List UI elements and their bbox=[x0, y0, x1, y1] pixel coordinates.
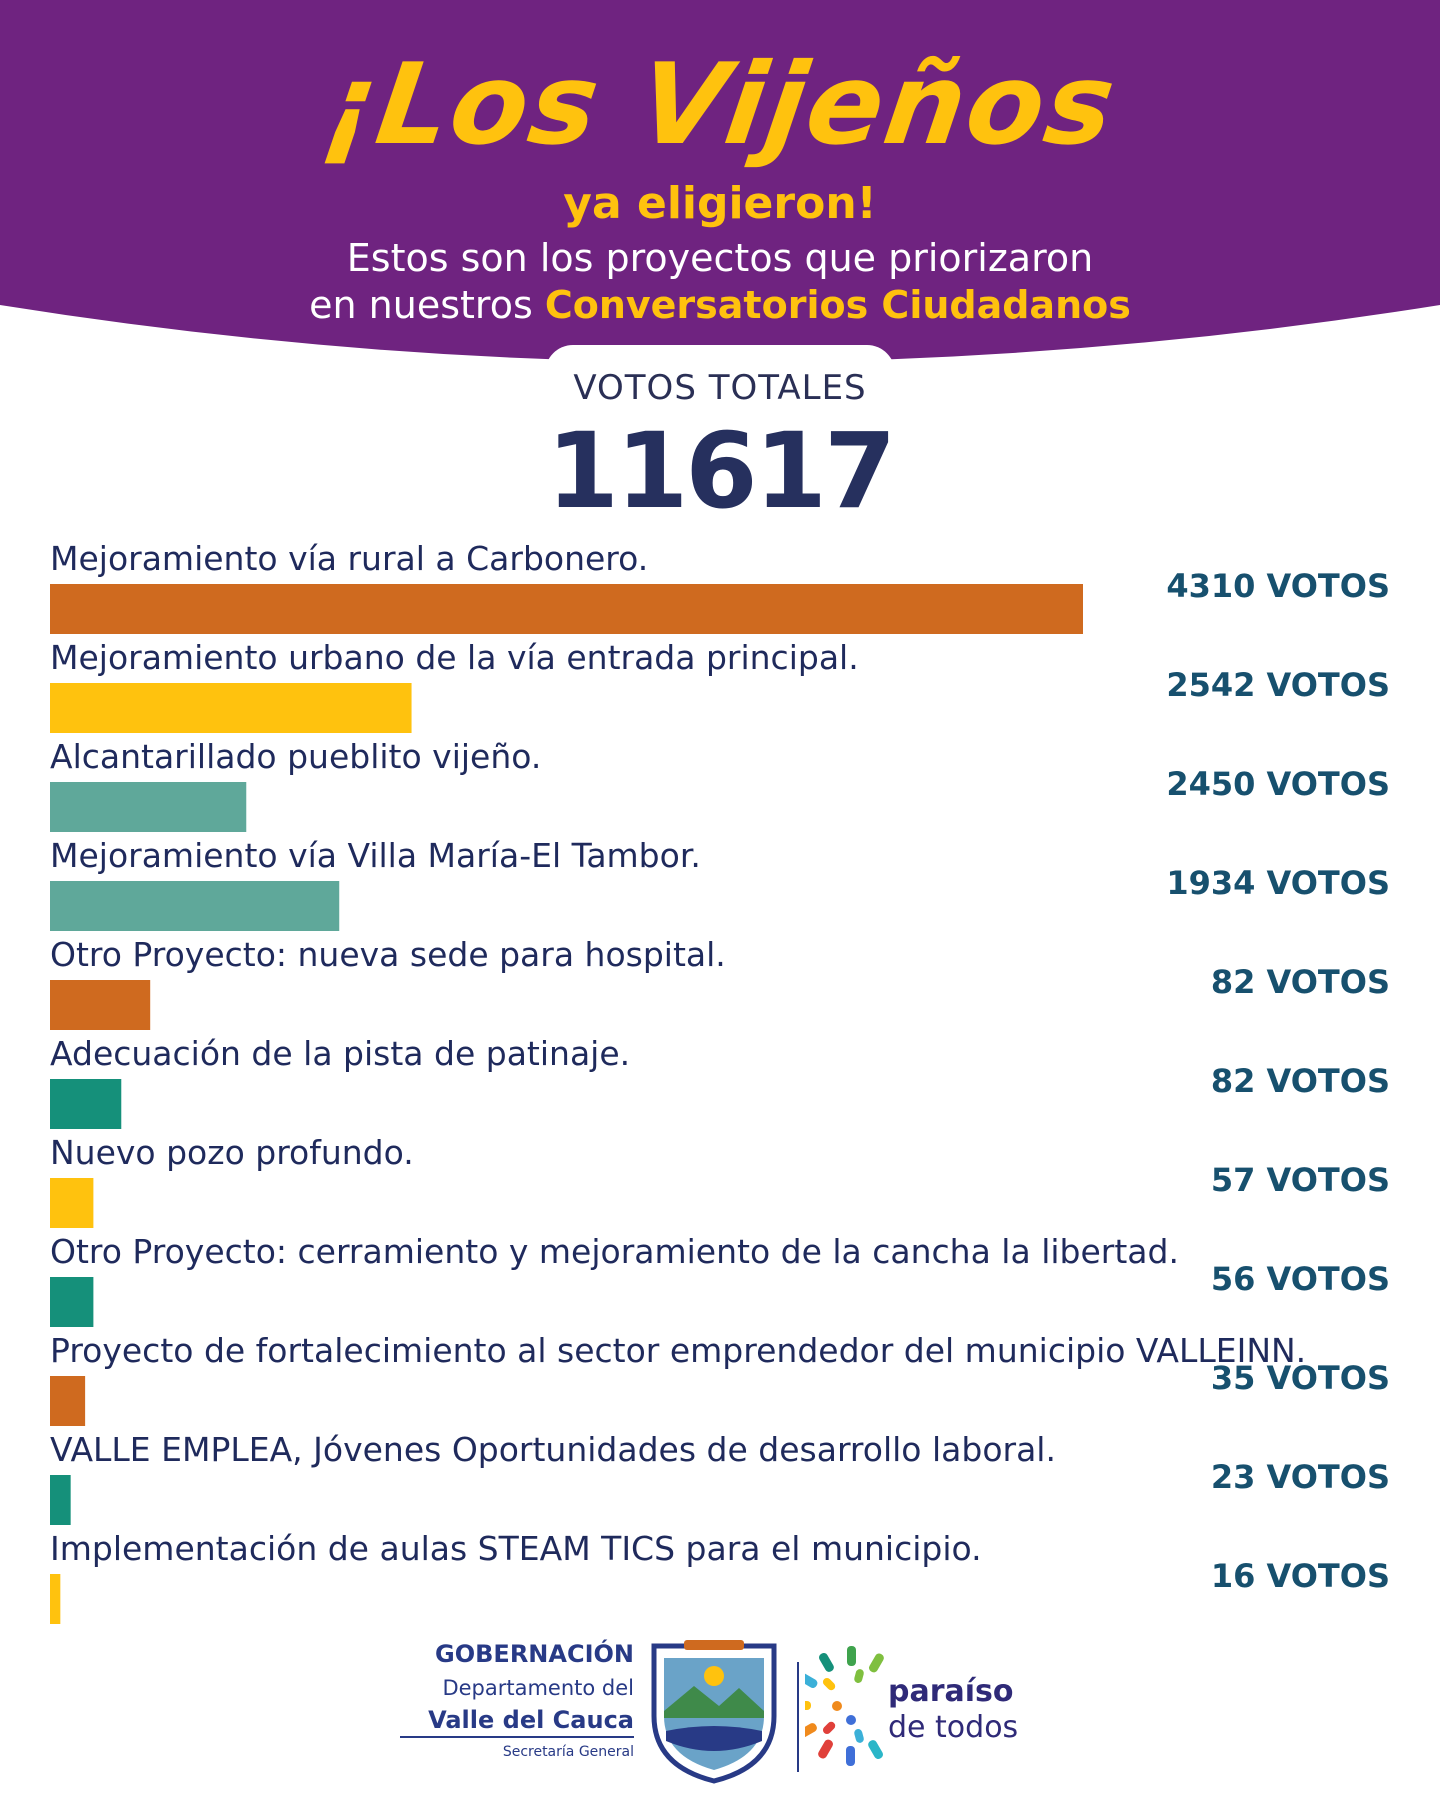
gob-line-1: GOBERNACIÓN bbox=[435, 1640, 634, 1668]
brand-line-1: paraíso bbox=[888, 1674, 1014, 1709]
value-label: 82 VOTOS bbox=[1210, 963, 1390, 1001]
bar bbox=[50, 1079, 121, 1129]
intro-line-2-prefix: en nuestros bbox=[309, 283, 545, 327]
value-label: 1934 VOTOS bbox=[1166, 864, 1390, 902]
value-label: 16 VOTOS bbox=[1210, 1557, 1390, 1595]
bar bbox=[50, 881, 339, 931]
bar bbox=[50, 584, 1083, 634]
value-label: 82 VOTOS bbox=[1210, 1062, 1390, 1100]
bar bbox=[50, 782, 246, 832]
category-label: Nuevo pozo profundo. bbox=[50, 1133, 414, 1172]
page-title: ¡Los Vijeños bbox=[315, 40, 1125, 170]
category-label: Otro Proyecto: cerramiento y mejoramiento de la cancha la libertad. bbox=[50, 1232, 1179, 1271]
brand-line-2: de todos bbox=[888, 1710, 1019, 1745]
footer bbox=[0, 1630, 1440, 1800]
category-label: Adecuación de la pista de patinaje. bbox=[50, 1034, 631, 1073]
category-label: VALLE EMPLEA, Jóvenes Oportunidades de desarrollo laboral. bbox=[50, 1430, 1056, 1469]
value-label: 2542 VOTOS bbox=[1166, 666, 1390, 704]
category-label: Mejoramiento urbano de la vía entrada principal. bbox=[50, 638, 859, 677]
footer-divider bbox=[797, 1662, 799, 1772]
category-label: Otro Proyecto: nueva sede para hospital. bbox=[50, 935, 726, 974]
bar bbox=[50, 1475, 71, 1525]
gob-line-2: Departamento del bbox=[442, 1676, 634, 1700]
value-label: 2450 VOTOS bbox=[1166, 765, 1390, 803]
category-label: Alcantarillado pueblito vijeño. bbox=[50, 737, 542, 776]
category-label: Mejoramiento vía rural a Carbonero. bbox=[50, 539, 649, 578]
intro-line-1: Estos son los proyectos que priorizaron bbox=[346, 236, 1094, 280]
bar bbox=[50, 1178, 93, 1228]
gob-line-4: Secretaría General bbox=[502, 1744, 634, 1760]
total-votes-label: VOTOS TOTALES bbox=[573, 368, 867, 408]
value-label: 57 VOTOS bbox=[1210, 1161, 1390, 1199]
value-label: 35 VOTOS bbox=[1210, 1359, 1390, 1397]
category-label: Implementación de aulas STEAM TICS para el municipio. bbox=[50, 1529, 982, 1568]
gob-line-3: Valle del Cauca bbox=[400, 1706, 634, 1738]
coat-of-arms-icon bbox=[644, 1636, 784, 1786]
category-label: Proyecto de fortalecimiento al sector emprendedor del municipio VALLEINN. bbox=[50, 1331, 1307, 1370]
value-label: 23 VOTOS bbox=[1210, 1458, 1390, 1496]
bar bbox=[50, 1277, 93, 1327]
color-burst-icon bbox=[805, 1636, 890, 1786]
bar bbox=[50, 980, 150, 1030]
bar bbox=[50, 683, 412, 733]
intro-line-2-highlight: Conversatorios Ciudadanos bbox=[544, 283, 1131, 327]
total-votes-value: 11617 bbox=[546, 410, 894, 532]
bar bbox=[50, 1574, 60, 1624]
bar bbox=[50, 1376, 85, 1426]
value-label: 56 VOTOS bbox=[1210, 1260, 1390, 1298]
page-subtitle: ya eligieron! bbox=[563, 178, 877, 229]
category-label: Mejoramiento vía Villa María-El Tambor. bbox=[50, 836, 701, 875]
value-label: 4310 VOTOS bbox=[1166, 567, 1390, 605]
